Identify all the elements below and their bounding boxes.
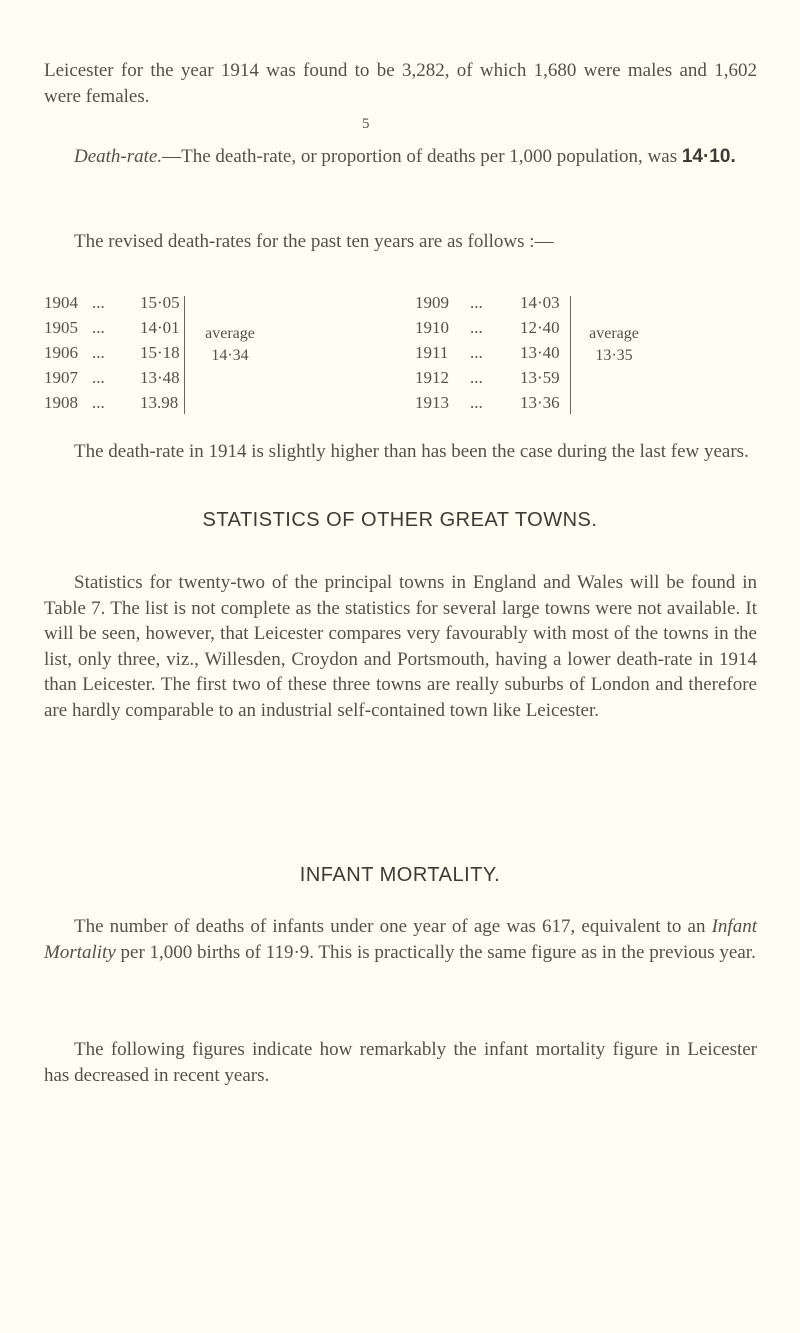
year: 1905 xyxy=(44,318,78,337)
rate: 13·48 xyxy=(140,368,180,387)
paragraph-other-towns: Statistics for twenty-two of the principal towns in England and Wales will be found in Table 7. The list is not complete as the statistics for several large towns were not available. It will be seen, however, that Leicester compares very favourably with most of the towns in the list, only three, viz., Willesden, Croydon and Portsmouth, having a lower death-rate in 1914 than Leicester. The first two of these three towns are really suburbs of London and therefore are hardly comparable to an industrial self-contained town like Leicester. xyxy=(44,572,757,721)
rate: 15·05 xyxy=(140,293,180,312)
paragraph-comparison: The death-rate in 1914 is slightly higher than has been the case during the last few years. xyxy=(74,441,749,462)
text: —The death-rate, or proportion of deaths per 1,000 population, was xyxy=(162,146,682,167)
leader-dots: ... xyxy=(470,393,483,412)
paragraph-death-rate xyxy=(44,144,757,170)
year: 1904 xyxy=(44,293,78,312)
leader-dots: ... xyxy=(92,393,105,412)
year: 1911 xyxy=(415,343,449,362)
year: 1908 xyxy=(44,393,78,412)
leader-dots: ... xyxy=(92,343,105,362)
paragraph-infant-deaths xyxy=(44,914,757,965)
brace xyxy=(566,296,571,414)
rate: 13·40 xyxy=(520,343,560,362)
paragraph-population: Leicester for the year 1914 was found to be 3,282, of which 1,680 were males and 1,602 were females. xyxy=(44,60,757,107)
rate: 13.98 xyxy=(140,393,179,412)
year: 1910 xyxy=(415,318,449,337)
side-heading: Death-rate. xyxy=(74,146,163,167)
rate: 12·40 xyxy=(520,318,560,337)
year: 1907 xyxy=(44,368,78,387)
left-average xyxy=(190,323,270,367)
death-rate-value: 14·10. xyxy=(681,146,736,167)
heading-other-towns: STATISTICS OF OTHER GREAT TOWNS. xyxy=(202,509,598,531)
page-number: 5 xyxy=(362,116,370,132)
rate: 14·01 xyxy=(140,318,180,337)
rate: 14·03 xyxy=(520,293,560,312)
year: 1906 xyxy=(44,343,78,362)
leader-dots: ... xyxy=(470,343,483,362)
emphasis: Infant Mortality xyxy=(44,916,757,963)
text: per 1,000 births of 119·9. This is practically the same figure as in the previous year. xyxy=(115,941,756,963)
brace xyxy=(180,296,185,414)
average-label: average xyxy=(589,325,639,342)
leader-dots: ... xyxy=(470,293,483,312)
text: The number of deaths of infants under one year of age was 617, equivalent to an xyxy=(74,916,712,937)
average-value: 13·35 xyxy=(595,347,633,364)
leader-dots: ... xyxy=(470,318,483,337)
heading-infant-mortality: INFANT MORTALITY. xyxy=(299,864,501,886)
average-label: average xyxy=(205,325,255,342)
paragraph-revised: The revised death-rates for the past ten years are as follows :— xyxy=(74,231,554,252)
year: 1912 xyxy=(415,368,449,387)
right-average xyxy=(574,323,654,367)
year: 1909 xyxy=(415,293,449,312)
average-value: 14·34 xyxy=(211,347,249,364)
rate: 15·18 xyxy=(140,343,180,362)
rate: 13·36 xyxy=(520,393,560,412)
leader-dots: ... xyxy=(92,293,105,312)
leader-dots: ... xyxy=(92,318,105,337)
year: 1913 xyxy=(415,393,449,412)
leader-dots: ... xyxy=(92,368,105,387)
leader-dots: ... xyxy=(470,368,483,387)
paragraph-infant-trend: The following figures indicate how remarkably the infant mortality figure in Leicester has decreased in recent years. xyxy=(44,1039,757,1086)
rate: 13·59 xyxy=(520,368,560,387)
